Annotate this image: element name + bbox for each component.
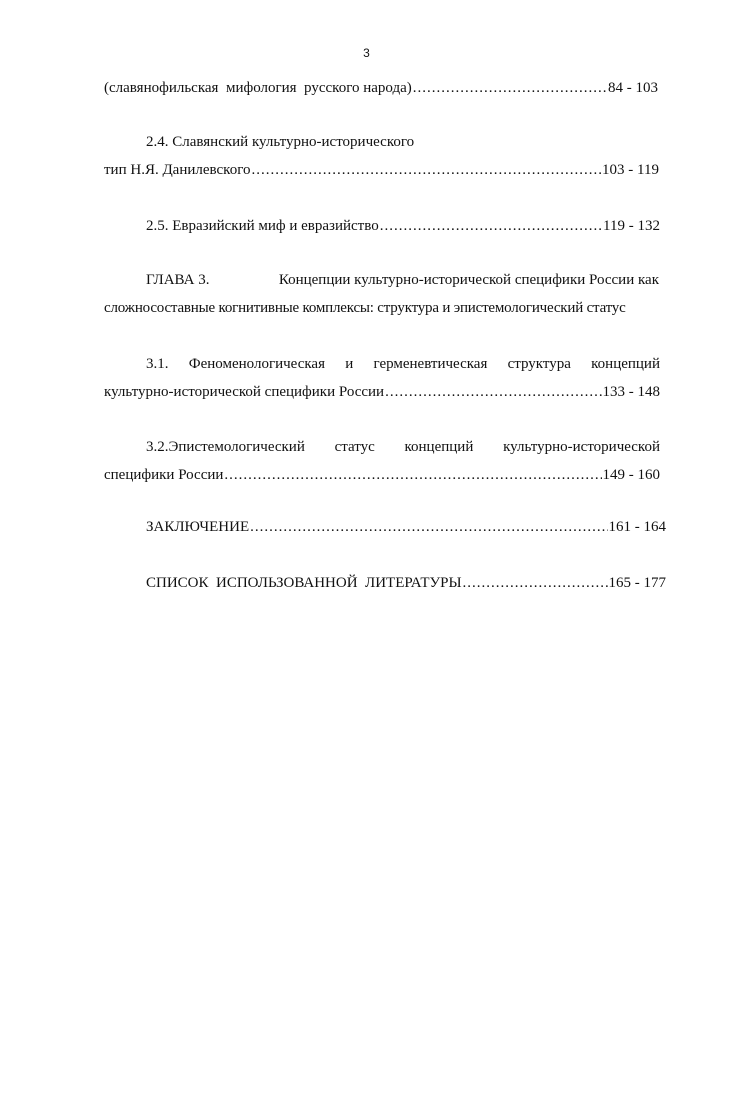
toc-entry-pages: 103 - 119 — [602, 162, 659, 178]
toc-word: Феноменологическая — [188, 356, 325, 372]
toc-entry-pages: 119 - 132 — [603, 218, 660, 234]
toc-entry-pages: 84 - 103 — [608, 80, 658, 96]
toc-entry-2-4-line2 — [104, 160, 659, 180]
toc-bibliography — [146, 573, 666, 593]
toc-entry-pages: 149 - 160 — [602, 467, 660, 483]
toc-word: 3.1. — [146, 356, 169, 372]
toc-word: статус — [334, 439, 375, 455]
chapter-3-line1 — [146, 270, 659, 290]
toc-entry-text: (славянофильская мифология русского народа) — [104, 80, 412, 96]
toc-entry-text: специфики России — [104, 467, 224, 483]
toc-entry-3-2-line2 — [104, 465, 660, 485]
dot-leader — [385, 382, 601, 402]
page-number: 3 — [363, 46, 370, 60]
toc-entry-text: СПИСОК ИСПОЛЬЗОВАННОЙ ЛИТЕРАТУРЫ — [146, 575, 462, 591]
toc-entry-text: культурно-исторической специфики России — [104, 384, 385, 400]
toc-entry-text: 2.5. Евразийский миф и евразийство — [146, 218, 379, 234]
toc-conclusion — [146, 517, 666, 537]
dot-leader — [380, 216, 602, 236]
toc-entry-text: ЗАКЛЮЧЕНИЕ — [146, 519, 250, 535]
toc-entry-3-1-line2 — [104, 382, 660, 402]
dot-leader — [463, 573, 608, 593]
dot-leader — [250, 517, 607, 537]
toc-word: и — [345, 356, 354, 372]
chapter-label: ГЛАВА 3. — [146, 272, 210, 288]
toc-entry-pages: 133 - 148 — [602, 384, 660, 400]
dot-leader — [413, 78, 607, 98]
toc-word: структура — [507, 356, 571, 372]
toc-word: концепций — [404, 439, 474, 455]
toc-word: концепций — [591, 356, 660, 372]
dot-leader — [224, 465, 601, 485]
toc-entry-pages: 165 - 177 — [608, 575, 666, 591]
toc-entry-2-4-line1: 2.4. Славянский культурно-исторического — [146, 134, 415, 150]
toc-entry-text: тип Н.Я. Данилевского — [104, 162, 251, 178]
toc-entry-cont — [104, 78, 658, 98]
toc-word: 3.2.Эпистемологический — [146, 439, 305, 455]
toc-entry-3-1-line1 — [146, 354, 660, 374]
chapter-3-line2: сложносоставные когнитивные комплексы: структура и эпистемологический статус — [104, 300, 626, 316]
dot-leader — [252, 160, 602, 180]
toc-entry-pages: 161 - 164 — [608, 519, 666, 535]
toc-word: культурно-исторической — [503, 439, 660, 455]
toc-entry-2-5 — [146, 216, 660, 236]
chapter-title-line1: Концепции культурно-исторической специфики России как — [278, 272, 659, 288]
toc-entry-3-2-line1 — [146, 437, 660, 457]
toc-word: герменевтическая — [373, 356, 488, 372]
